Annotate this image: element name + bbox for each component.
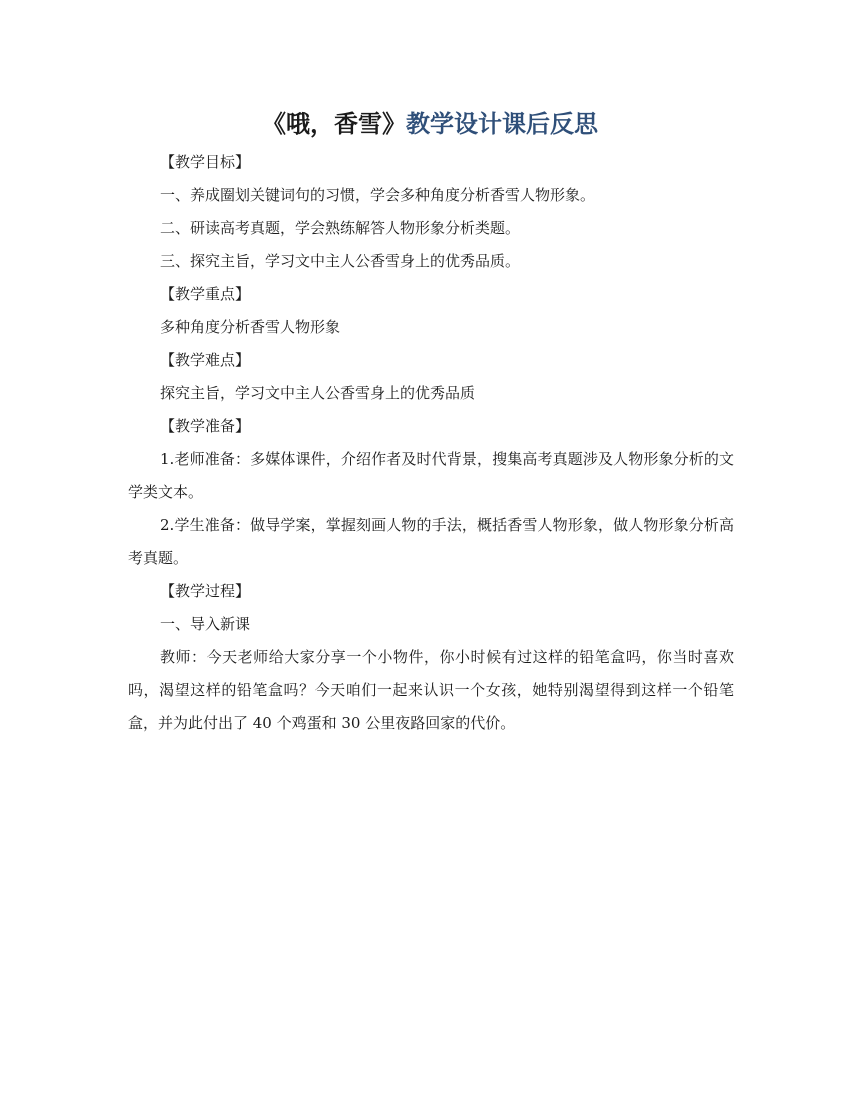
heading-process: 【教学过程】	[160, 582, 251, 600]
title-subtitle: 教学设计课后反思	[406, 109, 598, 138]
heading-preparation: 【教学准备】	[160, 417, 251, 435]
key-point-text: 多种角度分析香雪人物形象	[160, 318, 341, 336]
heading-teaching-goals: 【教学目标】	[160, 153, 251, 171]
goal-item-2: 二、研读高考真题，学会熟练解答人物形象分析类题。	[160, 219, 521, 237]
teacher-intro-paragraph: 教师：今天老师给大家分享一个小物件，你小时候有过这样的铅笔盒吗，你当时喜欢吗，渴望这样的铅笔盒吗？今天咱们一起来认识一个女孩，她特别渴望得到这样一个铅笔盒，并为此付出了 40 个鸡蛋和 30 公里夜路回家的代价。	[128, 648, 734, 732]
preparation-student: 2.学生准备：做导学案，掌握刻画人物的手法，概括香雪人物形象，做人物形象分析高考真题。	[128, 516, 734, 567]
goal-item-1: 一、养成圈划关键词句的习惯，学会多种角度分析香雪人物形象。	[160, 186, 596, 204]
process-step-1: 一、导入新课	[160, 615, 251, 633]
heading-key-points: 【教学重点】	[160, 285, 251, 303]
goal-item-3: 三、探究主旨，学习文中主人公香雪身上的优秀品质。	[160, 252, 521, 270]
preparation-teacher: 1.老师准备：多媒体课件，介绍作者及时代背景，搜集高考真题涉及人物形象分析的文学类文本。	[128, 450, 734, 501]
title-book-name: 《哦，香雪》	[262, 109, 406, 138]
difficulty-text: 探究主旨，学习文中主人公香雪身上的优秀品质	[160, 384, 476, 402]
document-title	[0, 106, 860, 142]
heading-difficulties: 【教学难点】	[160, 351, 251, 369]
document-body	[128, 146, 734, 740]
